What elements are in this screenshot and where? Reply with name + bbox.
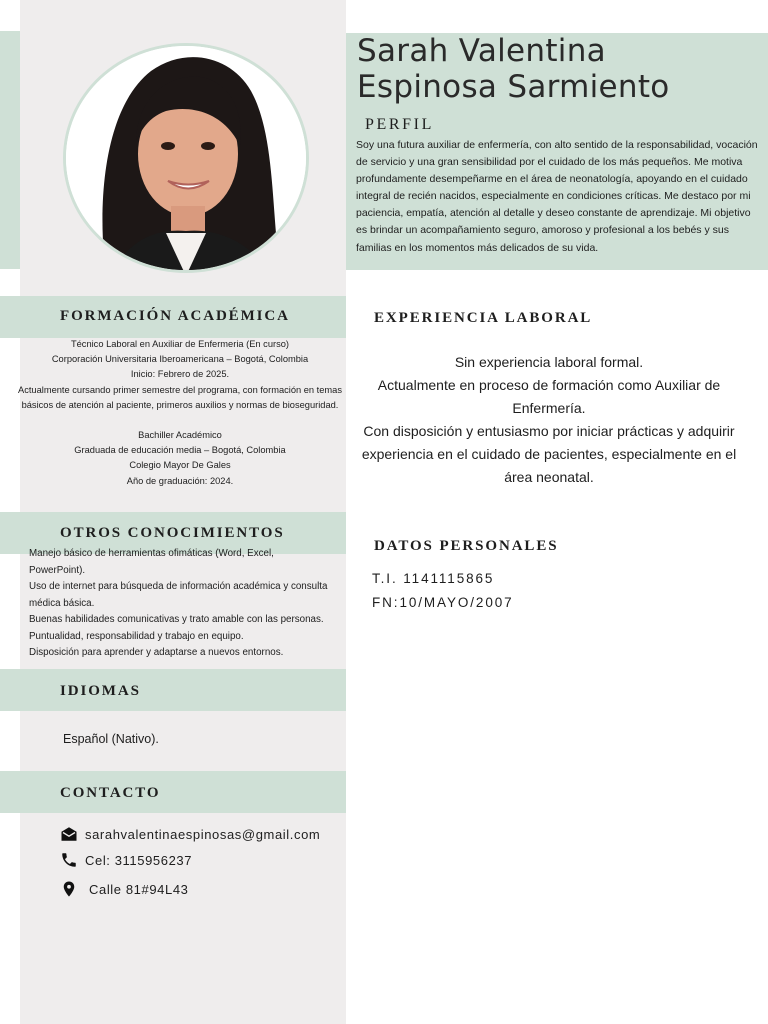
full-name [357, 33, 767, 105]
languages-heading: IDIOMAS [60, 683, 141, 699]
perfil-paragraph: Soy una futura auxiliar de enfermería, con alto sentido de la responsabilidad, vocación de servicio y una gran sensibilidad por el cuidado de los más pequeños. Me motiva profundamente desempeñarme en el área de neonatología, apoyando en el cuidado integral de recién nacidos, especialmente en condiciones críticas. Me destaco por mi paciencia, empatía, atención al detalle y deseo constante de aprendizaje. Mi objetivo es brindar un acompañamiento seguro, amoroso y profesional a los bebés y sus familias en los momentos más delicados de su vida. [356, 139, 758, 254]
contact-phone[interactable] [60, 851, 192, 869]
profile-photo-illustration [66, 46, 309, 273]
left-accent-bar [0, 31, 20, 269]
experience-line-3: Con disposición y entusiasmo por iniciar prácticas y adquirir experiencia en el cuidado de pacientes, especialmente en el área neonatal. [361, 423, 737, 486]
phone-text[interactable]: Cel: 3115956237 [85, 852, 193, 868]
education-2-institution: Colegio Mayor De Gales [129, 460, 231, 471]
education-heading: FORMACIÓN ACADÉMICA [60, 308, 290, 324]
education-2-title: Bachiller Académico [138, 430, 222, 441]
list-item: Puntualidad, responsabilidad y trabajo en equipo. [29, 630, 244, 642]
education-list [12, 337, 348, 489]
experience-line-2: Actualmente en proceso de formación como Auxiliar de Enfermería. [377, 377, 721, 417]
list-item: Buenas habilidades comunicativas y trato amable con las personas. [29, 614, 324, 625]
personal-id: T.I. 1141115865 [372, 571, 495, 586]
skills-list [29, 546, 329, 662]
experience-line-1: Sin experiencia laboral formal. [454, 354, 644, 370]
experience-text [356, 351, 742, 490]
education-1-description: Actualmente cursando primer semestre del programa, con formación en temas básicos de atención al paciente, primeros auxilios y normas de bioseguridad. [18, 384, 342, 410]
personal-heading: DATOS PERSONALES [374, 538, 559, 554]
education-1-institution: Corporación Universitaria Iberoamericana – Bogotá, Colombia [51, 354, 309, 365]
language-value: Español (Nativo). [63, 732, 159, 746]
contact-heading: CONTACTO [60, 785, 161, 801]
name-line-2: Espinosa Sarmiento [357, 69, 670, 105]
contact-band [0, 771, 346, 813]
experience-heading: EXPERIENCIA LABORAL [374, 310, 593, 326]
education-1-title: Técnico Laboral en Auxiliar de Enfermeria (En curso) [70, 339, 290, 349]
name-line-1: Sarah Valentina [357, 33, 606, 69]
contact-address [60, 880, 188, 898]
profile-photo [63, 43, 309, 273]
personal-birthdate: FN:10/MAYO/2007 [372, 595, 514, 610]
location-pin-icon [60, 880, 78, 898]
education-2-description: Graduada de educación media – Bogotá, Colombia [74, 445, 286, 456]
envelope-icon [60, 825, 78, 843]
list-item: Disposición para aprender y adaptarse a nuevos entornos. [29, 647, 284, 658]
email-text[interactable]: sarahvalentinaespinosas@gmail.com [85, 826, 321, 842]
skills-heading: OTROS CONOCIMIENTOS [60, 525, 285, 541]
phone-icon [60, 851, 78, 869]
languages-band [0, 669, 346, 711]
perfil-heading: PERFIL [365, 116, 434, 133]
education-1-start: Inicio: Febrero de 2025. [130, 369, 230, 380]
list-item: Manejo básico de herramientas ofimáticas (Word, Excel, PowerPoint). [29, 548, 274, 576]
contact-email[interactable] [60, 825, 320, 843]
education-2-year: Año de graduación: 2024. [126, 475, 234, 486]
address-text: Calle 81#94L43 [89, 881, 189, 897]
list-item: Uso de internet para búsqueda de información académica y consulta médica básica. [29, 581, 328, 609]
